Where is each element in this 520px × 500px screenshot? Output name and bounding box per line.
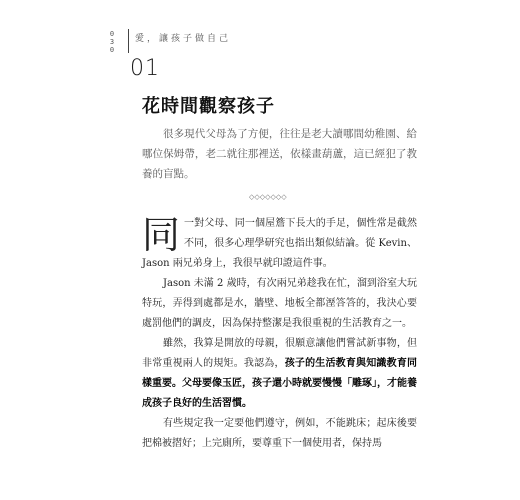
- page-digit: 0: [109, 46, 115, 54]
- intro-paragraph: [142, 124, 417, 184]
- header-rule: [128, 29, 129, 53]
- paragraph: [142, 334, 417, 414]
- page-digit: 3: [109, 38, 115, 46]
- chapter-number: 01: [130, 56, 160, 81]
- paragraph: [142, 214, 417, 274]
- paragraph-text: 一對父母、同一個屋簷下長大的手足，個性常是截然不同，很多心理學研究也指出類似結論。從 Kevin、Jason 兩兄弟身上，我很早就印證這件事。: [142, 218, 417, 269]
- intro-text: 很多現代父母為了方便，往往是老大讀哪間幼稚園、給哪位保姆帶，老二就往那裡送，依樣畫葫蘆，這已經犯了教養的盲點。: [142, 128, 417, 180]
- body-text: [142, 214, 417, 454]
- paragraph: Jason 未滿 2 歲時，有次兩兄弟趁我在忙，溜到浴室大玩特玩，弄得到處都是水，牆壁、地板全都溼答答的，我決心要處罰他們的調皮，因為保持整潔是我很重視的生活教育之一。: [142, 278, 417, 329]
- page-digit: 0: [109, 30, 115, 38]
- paragraph: 有些規定我一定要他們遵守，例如，不能跳床；起床後要把棉被摺好；上完廁所，要尊重下一個使用者，保持馬: [142, 418, 417, 449]
- paragraph-text: 雖然，我算是開放的母親，很願意讓他們嘗試新事物，但非常重視兩人的規矩。我認為，: [142, 338, 417, 369]
- running-head: 愛，讓孩子做自己: [135, 34, 232, 44]
- page-number: [107, 30, 117, 54]
- chapter-title: 花時間觀察孩子: [142, 96, 275, 117]
- drop-cap: 同: [142, 213, 181, 257]
- emphasis-text: 孩子的生活教育與知識教育同樣重要。父母要像玉匠，孩子還小時就要慢慢「雕琢」，才能養成孩子良好的生活習慣。: [142, 358, 418, 409]
- section-divider: ◇◇◇◇◇◇◇: [249, 193, 287, 201]
